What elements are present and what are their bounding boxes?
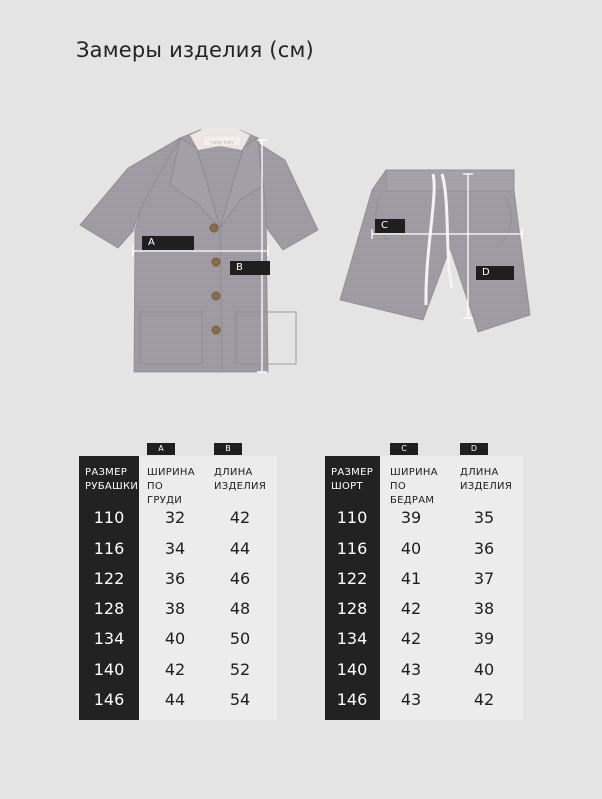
shorts-col-c-header — [390, 466, 438, 508]
marker-d-label: D — [482, 267, 490, 278]
shorts-row-d: 35 — [473, 508, 495, 527]
marker-b — [230, 261, 270, 275]
shirt-row-b: 50 — [229, 629, 251, 648]
shirt-col-b-tag: B — [214, 443, 242, 455]
shirt-row-b: 44 — [229, 539, 251, 558]
shirt-size-header-line1: РАЗМЕР — [85, 467, 128, 478]
marker-d — [476, 266, 514, 280]
shirt-row-a: 34 — [164, 539, 186, 558]
shirt-row-a: 38 — [164, 599, 186, 618]
shirt-col-a-header-line2: ПО ГРУДИ — [147, 481, 183, 506]
shorts-row-c: 40 — [400, 539, 422, 558]
shorts-size-header-line1: РАЗМЕР — [331, 467, 374, 478]
shorts-row-size: 140 — [336, 660, 368, 679]
shirt-col-a-header — [147, 466, 195, 508]
shirt-row-size: 128 — [93, 599, 125, 618]
shorts-row-size: 110 — [336, 508, 368, 527]
marker-c — [375, 219, 405, 233]
shorts-size-header — [331, 466, 373, 494]
shirt-brand-label: happy baby — [210, 139, 234, 145]
shorts-row-size: 128 — [336, 599, 368, 618]
shirt-col-a-tag: A — [147, 443, 175, 455]
shirt-row-b: 52 — [229, 660, 251, 679]
shorts-row-size: 116 — [336, 539, 368, 558]
marker-a-label: A — [148, 237, 155, 248]
shorts-row-size: 134 — [336, 629, 368, 648]
shorts-row-size: 122 — [336, 569, 368, 588]
shirt-row-a: 42 — [164, 660, 186, 679]
shorts-row-c: 39 — [400, 508, 422, 527]
shorts-row-d: 42 — [473, 690, 495, 709]
shorts-row-d: 36 — [473, 539, 495, 558]
shirt-row-size: 116 — [93, 539, 125, 558]
shorts-row-c: 42 — [400, 629, 422, 648]
shirt-row-a: 40 — [164, 629, 186, 648]
shorts-row-size: 146 — [336, 690, 368, 709]
shirt-col-a-header-line1: ШИРИНА — [147, 467, 195, 478]
shorts-row-d: 40 — [473, 660, 495, 679]
marker-a — [142, 236, 194, 250]
shorts-row-d: 38 — [473, 599, 495, 618]
shirt-row-size: 146 — [93, 690, 125, 709]
shorts-col-c-header-line1: ШИРИНА — [390, 467, 438, 478]
shirt-size-header — [85, 466, 138, 494]
shirt-col-b-header — [214, 466, 266, 494]
shirt-row-size: 110 — [93, 508, 125, 527]
shirt-illustration — [80, 128, 318, 372]
shorts-row-c: 41 — [400, 569, 422, 588]
shorts-row-d: 39 — [473, 629, 495, 648]
shirt-row-b: 42 — [229, 508, 251, 527]
shirt-row-a: 36 — [164, 569, 186, 588]
shorts-col-d-header-line1: ДЛИНА — [460, 467, 499, 478]
marker-c-label: C — [381, 220, 388, 231]
shorts-col-d-tag: D — [460, 443, 488, 455]
shirt-row-size: 122 — [93, 569, 125, 588]
shirt-size-header-line2: РУБАШКИ — [85, 481, 139, 492]
shorts-col-d-header-line2: ИЗДЕЛИЯ — [460, 481, 513, 492]
shorts-row-c: 43 — [400, 690, 422, 709]
shirt-row-a: 44 — [164, 690, 186, 709]
shorts-row-d: 37 — [473, 569, 495, 588]
shorts-row-c: 43 — [400, 660, 422, 679]
shirt-col-b-header-line2: ИЗДЕЛИЯ — [214, 481, 267, 492]
shorts-row-c: 42 — [400, 599, 422, 618]
shirt-row-size: 134 — [93, 629, 125, 648]
shirt-row-b: 54 — [229, 690, 251, 709]
shirt-row-b: 46 — [229, 569, 251, 588]
shirt-row-b: 48 — [229, 599, 251, 618]
shorts-size-header-line2: ШОРТ — [331, 481, 363, 492]
shirt-row-a: 32 — [164, 508, 186, 527]
shorts-col-c-tag: C — [390, 443, 418, 455]
shirt-row-size: 140 — [93, 660, 125, 679]
marker-b-label: B — [236, 262, 243, 273]
page-title: Замеры изделия (см) — [76, 38, 314, 62]
shorts-col-d-header — [460, 466, 512, 494]
shorts-illustration — [340, 170, 530, 332]
shirt-col-b-header-line1: ДЛИНА — [214, 467, 253, 478]
shorts-col-c-header-line2: ПО БЕДРАМ — [390, 481, 435, 506]
